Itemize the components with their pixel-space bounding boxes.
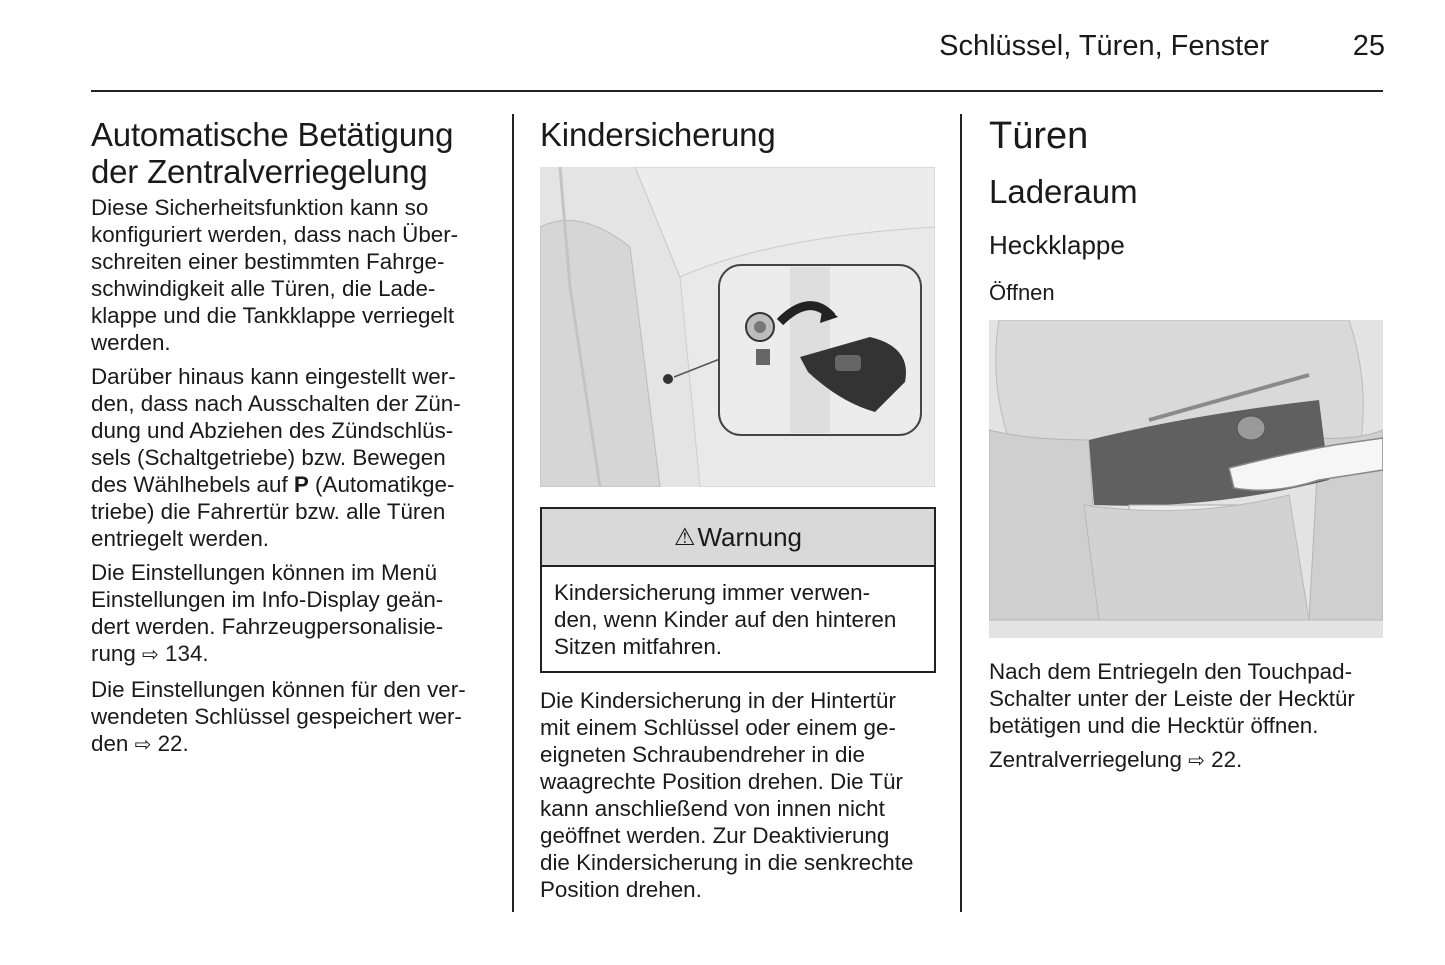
paragraph-1: Diese Sicherheitsfunktion kann so konfiguriert werden, dass nach Über- schreiten einer bestimmten Fahrge- schwindigkeit alle Türen, die Lade- klappe und die Tankklappe verriegelt werden. [91,195,459,355]
page-reference[interactable]: 134. [158,641,209,666]
running-header-title: Schlüssel, Türen, Fenster [939,30,1269,62]
warning-text: Kindersicherung immer verwen- den, wenn Kinder auf den hinteren Sitzen mitfahren. [554,580,897,659]
section-heading-load-compartment: Laderaum [989,173,1138,210]
column-doors [989,116,1389,775]
child-lock-drawing [540,167,935,487]
page-reference[interactable]: 22. [151,731,189,756]
header-rule [91,90,1383,92]
central-locking-reference: Zentralverriegelung ⇨ 22. [989,747,1243,772]
paragraph-3: Die Einstellungen können im Menü Einstellungen im Info-Display geän- dert werden. Fahrzeugpersonalisie- rung ⇨ 134. [91,560,444,666]
warning-title: Warnung [697,521,803,552]
chapter-heading-doors: Türen [989,115,1089,157]
child-lock-illustration [540,167,935,487]
gear-position-p: P [293,472,309,497]
arrow-reference-icon: ⇨ [1188,750,1205,772]
tailgate-illustration [989,320,1383,638]
menu-term-einstellungen: Einstellungen [91,587,226,612]
section-heading-automatic-locking: Automatische Betätigung der Zentralverriegelung [91,116,454,190]
warning-triangle-icon: ⚠ [673,523,696,551]
paragraph-4: Die Einstellungen können für den ver- wendeten Schlüssel gespeichert wer- den ⇨ 22. [91,677,466,756]
page-number: 25 [1352,30,1385,62]
arrow-reference-icon: ⇨ [142,644,159,666]
minor-heading-opening: Öffnen [989,280,1055,305]
column-child-lock [540,116,936,903]
warning-header [542,509,934,567]
section-heading-child-lock: Kindersicherung [540,116,776,153]
tailgate-paragraph: Nach dem Entriegeln den Touchpad- Schalter unter der Leiste der Hecktür betätigen und die Hecktür öffnen. [989,659,1355,738]
tailgate-drawing [989,320,1383,638]
column-divider-1 [512,114,514,912]
child-lock-paragraph: Die Kindersicherung in der Hintertür mit einem Schlüssel oder einem ge- eigneten Schraubendreher in die waagrechte Position drehen. Die Tür kann anschließend von innen nicht geöffnet werden. Zur Deaktivierung die Kindersicherung in die senkrechte Position drehen. [540,688,914,902]
page-reference[interactable]: 22. [1204,747,1243,772]
warning-box [540,507,936,673]
column-automatic-locking [91,116,491,759]
column-divider-2 [960,114,962,912]
subsection-heading-tailgate: Heckklappe [989,230,1125,260]
arrow-reference-icon: ⇨ [134,734,152,756]
paragraph-2: Darüber hinaus kann eingestellt wer- den, dass nach Ausschalten der Zün- dung und Abziehen des Zündschlüs- sels (Schaltgetriebe) bzw. Bewegen des Wählhebels auf P (Automatikge- triebe) die Fahrertür bzw. alle Türen entriegelt werden. [91,364,461,551]
